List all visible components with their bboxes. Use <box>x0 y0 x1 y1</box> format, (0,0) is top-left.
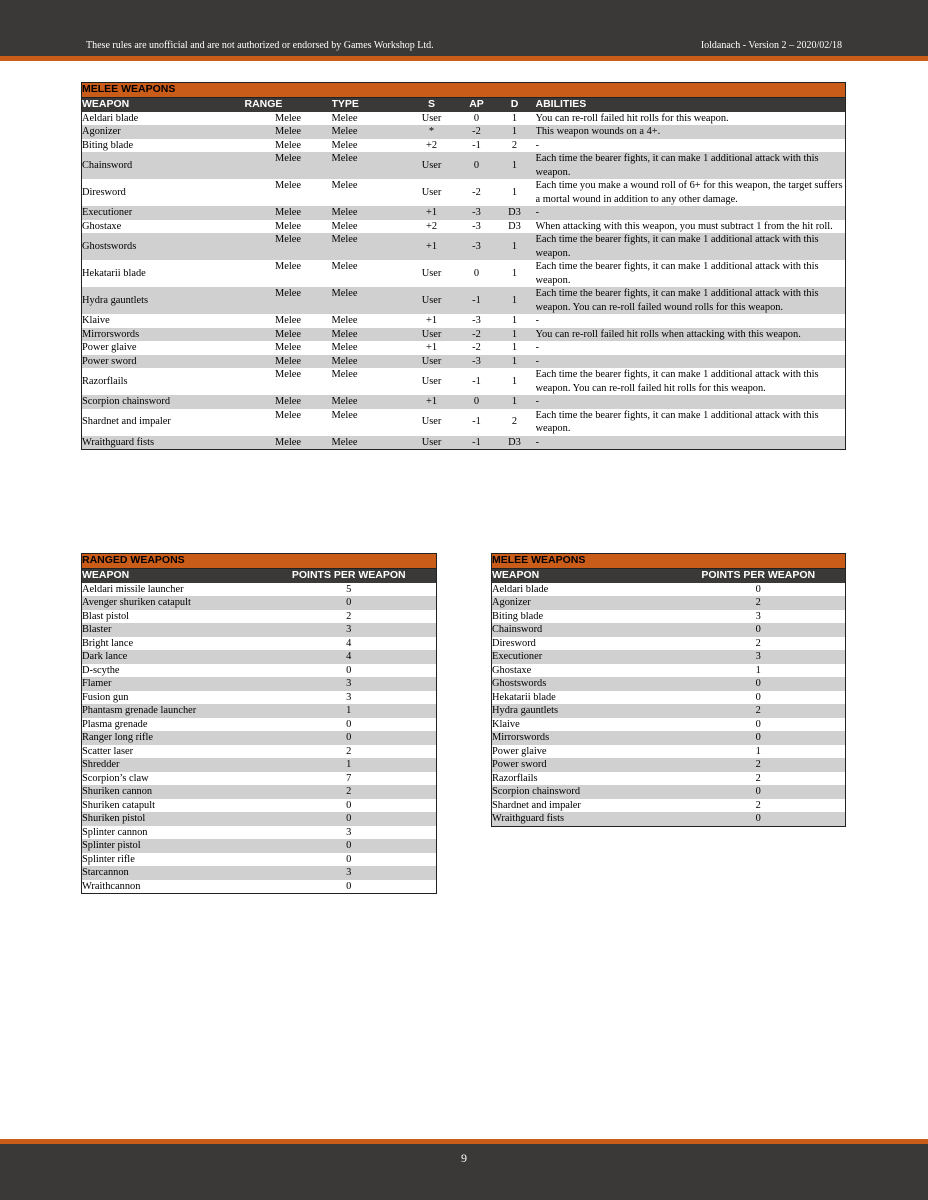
melee-points-table <box>491 553 846 827</box>
page-number: 9 <box>461 1151 467 1165</box>
ranged-table-title: RANGED WEAPONS <box>82 554 437 569</box>
table-row <box>492 704 846 718</box>
points-value: 2 <box>672 596 846 610</box>
weapon-name: Executioner <box>82 206 245 220</box>
abilities-text: You can re-roll failed hit rolls for this weapon. <box>536 112 846 126</box>
table-row <box>82 314 846 328</box>
points-value: 2 <box>262 745 437 759</box>
table-row <box>492 745 846 759</box>
weapon-name: Aeldari blade <box>82 112 245 126</box>
table-row <box>492 718 846 732</box>
weapon-name: Klaive <box>492 718 672 732</box>
abilities-text: - <box>536 341 846 355</box>
weapon-name: Splinter cannon <box>82 826 262 840</box>
weapon-name: Diresword <box>492 637 672 651</box>
disclaimer-text: These rules are unofficial and are not authorized or endorsed by Games Workshop Ltd. <box>86 40 434 51</box>
ap-value: 0 <box>460 112 494 126</box>
weapon-name: Hydra gauntlets <box>492 704 672 718</box>
abilities-text: Each time the bearer fights, it can make 1 additional attack with this weapon. <box>536 260 846 287</box>
table-row <box>492 677 846 691</box>
range-value: Melee <box>245 314 332 328</box>
table-row <box>82 220 846 234</box>
type-value: Melee <box>332 206 404 220</box>
ap-value: -3 <box>460 355 494 369</box>
weapon-name: Shuriken cannon <box>82 785 262 799</box>
table-row <box>82 650 437 664</box>
damage-value: 1 <box>494 395 536 409</box>
weapon-name: Wraithguard fists <box>82 436 245 450</box>
table-row <box>82 853 437 867</box>
table-row <box>492 610 846 624</box>
abilities-text: Each time you make a wound roll of 6+ for this weapon, the target suffers a mortal wound in addition to any other damage. <box>536 179 846 206</box>
table-row <box>82 718 437 732</box>
range-value: Melee <box>245 328 332 342</box>
table-row <box>82 436 846 450</box>
points-value: 3 <box>262 677 437 691</box>
points-value: 3 <box>672 610 846 624</box>
weapon-name: Ghostswords <box>492 677 672 691</box>
strength-value: User <box>404 112 460 126</box>
weapon-name: Phantasm grenade launcher <box>82 704 262 718</box>
header-damage: D <box>494 97 536 112</box>
table-row <box>492 596 846 610</box>
damage-value: D3 <box>494 206 536 220</box>
range-value: Melee <box>245 125 332 139</box>
melee-points-title: MELEE WEAPONS <box>492 554 846 569</box>
type-value: Melee <box>332 341 404 355</box>
weapon-name: Ghostswords <box>82 233 245 260</box>
abilities-text: - <box>536 139 846 153</box>
damage-value: 1 <box>494 112 536 126</box>
strength-value: +2 <box>404 139 460 153</box>
table-row <box>82 677 437 691</box>
table-row <box>82 623 437 637</box>
points-value: 2 <box>672 799 846 813</box>
weapon-name: Starcannon <box>82 866 262 880</box>
weapon-name: Power sword <box>82 355 245 369</box>
melee-table-title: MELEE WEAPONS <box>82 83 846 98</box>
weapon-name: Scorpion chainsword <box>492 785 672 799</box>
weapon-name: Power glaive <box>82 341 245 355</box>
range-value: Melee <box>245 179 332 206</box>
table-row <box>82 139 846 153</box>
table-row <box>492 623 846 637</box>
weapon-name: Aeldari missile launcher <box>82 583 262 597</box>
table-row <box>82 880 437 894</box>
header-weapon: WEAPON <box>492 568 672 583</box>
header-ap: AP <box>460 97 494 112</box>
abilities-text: Each time the bearer fights, it can make 1 additional attack with this weapon. <box>536 409 846 436</box>
points-value: 1 <box>262 758 437 772</box>
type-value: Melee <box>332 328 404 342</box>
weapon-name: Shardnet and impaler <box>492 799 672 813</box>
weapon-name: Avenger shuriken catapult <box>82 596 262 610</box>
ap-value: 0 <box>460 260 494 287</box>
strength-value: User <box>404 328 460 342</box>
points-value: 0 <box>262 799 437 813</box>
table-row <box>82 610 437 624</box>
table-row <box>82 704 437 718</box>
type-value: Melee <box>332 260 404 287</box>
weapon-name: Chainsword <box>82 152 245 179</box>
table-row <box>492 758 846 772</box>
type-value: Melee <box>332 287 404 314</box>
abilities-text: Each time the bearer fights, it can make 1 additional attack with this weapon. <box>536 233 846 260</box>
table-row <box>82 812 437 826</box>
weapon-name: Plasma grenade <box>82 718 262 732</box>
table-row <box>82 287 846 314</box>
points-value: 0 <box>672 731 846 745</box>
weapon-name: Flamer <box>82 677 262 691</box>
type-value: Melee <box>332 139 404 153</box>
strength-value: +1 <box>404 233 460 260</box>
points-value: 0 <box>262 664 437 678</box>
points-value: 2 <box>672 637 846 651</box>
ap-value: -3 <box>460 314 494 328</box>
header-weapon: WEAPON <box>82 568 262 583</box>
range-value: Melee <box>245 152 332 179</box>
table-row <box>82 152 846 179</box>
table-row <box>82 233 846 260</box>
table-row <box>82 745 437 759</box>
table-row <box>82 260 846 287</box>
points-value: 1 <box>672 745 846 759</box>
damage-value: 1 <box>494 368 536 395</box>
damage-value: 1 <box>494 287 536 314</box>
points-value: 1 <box>262 704 437 718</box>
points-value: 4 <box>262 637 437 651</box>
header-abilities: ABILITIES <box>536 97 846 112</box>
table-row <box>82 583 437 597</box>
damage-value: D3 <box>494 436 536 450</box>
weapon-name: Hekatarii blade <box>492 691 672 705</box>
weapon-name: Aeldari blade <box>492 583 672 597</box>
header-type: TYPE <box>332 97 404 112</box>
points-value: 0 <box>672 812 846 826</box>
strength-value: User <box>404 436 460 450</box>
strength-value: User <box>404 179 460 206</box>
weapon-name: Ghostaxe <box>82 220 245 234</box>
weapon-name: Power glaive <box>492 745 672 759</box>
type-value: Melee <box>332 355 404 369</box>
table-row <box>82 664 437 678</box>
points-value: 0 <box>672 691 846 705</box>
weapon-name: Diresword <box>82 179 245 206</box>
weapon-name: Klaive <box>82 314 245 328</box>
table-row <box>82 368 846 395</box>
strength-value: User <box>404 287 460 314</box>
damage-value: 1 <box>494 341 536 355</box>
damage-value: D3 <box>494 220 536 234</box>
table-row <box>82 731 437 745</box>
weapon-name: Chainsword <box>492 623 672 637</box>
weapon-name: Hydra gauntlets <box>82 287 245 314</box>
strength-value: User <box>404 355 460 369</box>
ranged-points-table <box>81 553 437 894</box>
ap-value: -2 <box>460 125 494 139</box>
points-value: 0 <box>262 731 437 745</box>
weapon-name: Razorflails <box>82 368 245 395</box>
melee-weapons-table <box>81 82 846 450</box>
range-value: Melee <box>245 341 332 355</box>
points-value: 2 <box>262 785 437 799</box>
table-row <box>492 583 846 597</box>
weapon-name: Agonizer <box>492 596 672 610</box>
ap-value: -1 <box>460 368 494 395</box>
range-value: Melee <box>245 112 332 126</box>
table-row <box>82 758 437 772</box>
abilities-text: - <box>536 314 846 328</box>
type-value: Melee <box>332 125 404 139</box>
weapon-name: Ranger long rifle <box>82 731 262 745</box>
damage-value: 1 <box>494 328 536 342</box>
ap-value: -1 <box>460 139 494 153</box>
points-value: 3 <box>262 691 437 705</box>
strength-value: +2 <box>404 220 460 234</box>
weapon-name: Shuriken pistol <box>82 812 262 826</box>
strength-value: +1 <box>404 314 460 328</box>
strength-value: User <box>404 152 460 179</box>
weapon-name: Hekatarii blade <box>82 260 245 287</box>
type-value: Melee <box>332 368 404 395</box>
type-value: Melee <box>332 233 404 260</box>
weapon-name: Fusion gun <box>82 691 262 705</box>
range-value: Melee <box>245 287 332 314</box>
range-value: Melee <box>245 206 332 220</box>
type-value: Melee <box>332 314 404 328</box>
type-value: Melee <box>332 220 404 234</box>
abilities-text: - <box>536 436 846 450</box>
header-accent-stripe <box>0 56 928 61</box>
points-value: 1 <box>672 664 846 678</box>
table-row <box>492 799 846 813</box>
points-value: 0 <box>672 718 846 732</box>
points-value: 3 <box>672 650 846 664</box>
ap-value: -2 <box>460 179 494 206</box>
weapon-name: Biting blade <box>82 139 245 153</box>
strength-value: +1 <box>404 395 460 409</box>
damage-value: 2 <box>494 409 536 436</box>
weapon-name: Dark lance <box>82 650 262 664</box>
damage-value: 1 <box>494 355 536 369</box>
weapon-name: Bright lance <box>82 637 262 651</box>
type-value: Melee <box>332 409 404 436</box>
ap-value: -1 <box>460 436 494 450</box>
ap-value: 0 <box>460 395 494 409</box>
points-value: 0 <box>262 596 437 610</box>
table-row <box>82 799 437 813</box>
weapon-name: Wraithguard fists <box>492 812 672 826</box>
damage-value: 1 <box>494 125 536 139</box>
abilities-text: - <box>536 395 846 409</box>
type-value: Melee <box>332 395 404 409</box>
range-value: Melee <box>245 355 332 369</box>
table-row <box>82 409 846 436</box>
weapon-name: Shardnet and impaler <box>82 409 245 436</box>
weapon-name: Ghostaxe <box>492 664 672 678</box>
points-value: 0 <box>262 812 437 826</box>
points-value: 3 <box>262 866 437 880</box>
points-value: 0 <box>262 880 437 894</box>
table-row <box>82 839 437 853</box>
abilities-text: - <box>536 206 846 220</box>
ap-value: 0 <box>460 152 494 179</box>
weapon-name: Shredder <box>82 758 262 772</box>
table-row <box>492 664 846 678</box>
table-row <box>82 179 846 206</box>
points-value: 2 <box>672 758 846 772</box>
points-value: 7 <box>262 772 437 786</box>
table-row <box>82 691 437 705</box>
table-row <box>492 785 846 799</box>
points-value: 0 <box>672 623 846 637</box>
points-value: 2 <box>262 610 437 624</box>
strength-value: +1 <box>404 206 460 220</box>
range-value: Melee <box>245 395 332 409</box>
table-row <box>492 731 846 745</box>
ap-value: -2 <box>460 328 494 342</box>
points-value: 0 <box>262 853 437 867</box>
points-value: 4 <box>262 650 437 664</box>
type-value: Melee <box>332 179 404 206</box>
damage-value: 1 <box>494 179 536 206</box>
abilities-text: This weapon wounds on a 4+. <box>536 125 846 139</box>
range-value: Melee <box>245 409 332 436</box>
type-value: Melee <box>332 436 404 450</box>
table-row <box>82 125 846 139</box>
abilities-text: Each time the bearer fights, it can make 1 additional attack with this weapon. You can re-roll failed hit rolls for this weapon. <box>536 368 846 395</box>
abilities-text: You can re-roll failed hit rolls when attacking with this weapon. <box>536 328 846 342</box>
weapon-name: Splinter rifle <box>82 853 262 867</box>
table-row <box>492 691 846 705</box>
table-row <box>82 328 846 342</box>
table-row <box>492 650 846 664</box>
weapon-name: Wraithcannon <box>82 880 262 894</box>
header-weapon: WEAPON <box>82 97 245 112</box>
range-value: Melee <box>245 233 332 260</box>
header-points: POINTS PER WEAPON <box>262 568 437 583</box>
header-range: RANGE <box>245 97 332 112</box>
points-value: 2 <box>672 772 846 786</box>
points-value: 5 <box>262 583 437 597</box>
points-value: 0 <box>262 839 437 853</box>
type-value: Melee <box>332 152 404 179</box>
ap-value: -2 <box>460 341 494 355</box>
weapon-name: Mirrorswords <box>492 731 672 745</box>
table-row <box>82 395 846 409</box>
table-row <box>82 637 437 651</box>
type-value: Melee <box>332 112 404 126</box>
range-value: Melee <box>245 436 332 450</box>
abilities-text: Each time the bearer fights, it can make 1 additional attack with this weapon. <box>536 152 846 179</box>
weapon-name: Blast pistol <box>82 610 262 624</box>
document-version: Ioldanach - Version 2 – 2020/02/18 <box>700 40 842 51</box>
weapon-name: Agonizer <box>82 125 245 139</box>
table-row <box>82 355 846 369</box>
range-value: Melee <box>245 220 332 234</box>
weapon-name: Scorpion chainsword <box>82 395 245 409</box>
weapon-name: Biting blade <box>492 610 672 624</box>
points-value: 0 <box>672 583 846 597</box>
ap-value: -3 <box>460 233 494 260</box>
weapon-name: Shuriken catapult <box>82 799 262 813</box>
ap-value: -3 <box>460 220 494 234</box>
strength-value: User <box>404 260 460 287</box>
table-row <box>82 341 846 355</box>
strength-value: * <box>404 125 460 139</box>
points-value: 0 <box>672 677 846 691</box>
weapon-name: Razorflails <box>492 772 672 786</box>
damage-value: 1 <box>494 233 536 260</box>
points-value: 0 <box>672 785 846 799</box>
table-row <box>492 772 846 786</box>
weapon-name: Executioner <box>492 650 672 664</box>
abilities-text: - <box>536 355 846 369</box>
table-row <box>492 637 846 651</box>
weapon-name: Power sword <box>492 758 672 772</box>
table-row <box>82 596 437 610</box>
damage-value: 1 <box>494 314 536 328</box>
strength-value: +1 <box>404 341 460 355</box>
range-value: Melee <box>245 139 332 153</box>
strength-value: User <box>404 368 460 395</box>
weapon-name: Scatter laser <box>82 745 262 759</box>
table-row <box>492 812 846 826</box>
header-strength: S <box>404 97 460 112</box>
damage-value: 1 <box>494 260 536 287</box>
table-row <box>82 826 437 840</box>
points-value: 3 <box>262 623 437 637</box>
header-points: POINTS PER WEAPON <box>672 568 846 583</box>
table-row <box>82 866 437 880</box>
table-row <box>82 772 437 786</box>
table-row <box>82 206 846 220</box>
ap-value: -1 <box>460 287 494 314</box>
points-value: 2 <box>672 704 846 718</box>
damage-value: 2 <box>494 139 536 153</box>
range-value: Melee <box>245 260 332 287</box>
table-row <box>82 785 437 799</box>
ap-value: -1 <box>460 409 494 436</box>
strength-value: User <box>404 409 460 436</box>
abilities-text: Each time the bearer fights, it can make 1 additional attack with this weapon. You can re-roll failed wound rolls for this weapon. <box>536 287 846 314</box>
table-row <box>82 112 846 126</box>
weapon-name: Splinter pistol <box>82 839 262 853</box>
abilities-text: When attacking with this weapon, you must subtract 1 from the hit roll. <box>536 220 846 234</box>
range-value: Melee <box>245 368 332 395</box>
points-value: 3 <box>262 826 437 840</box>
weapon-name: Mirrorswords <box>82 328 245 342</box>
weapon-name: D-scythe <box>82 664 262 678</box>
damage-value: 1 <box>494 152 536 179</box>
ap-value: -3 <box>460 206 494 220</box>
points-value: 0 <box>262 718 437 732</box>
weapon-name: Scorpion’s claw <box>82 772 262 786</box>
weapon-name: Blaster <box>82 623 262 637</box>
